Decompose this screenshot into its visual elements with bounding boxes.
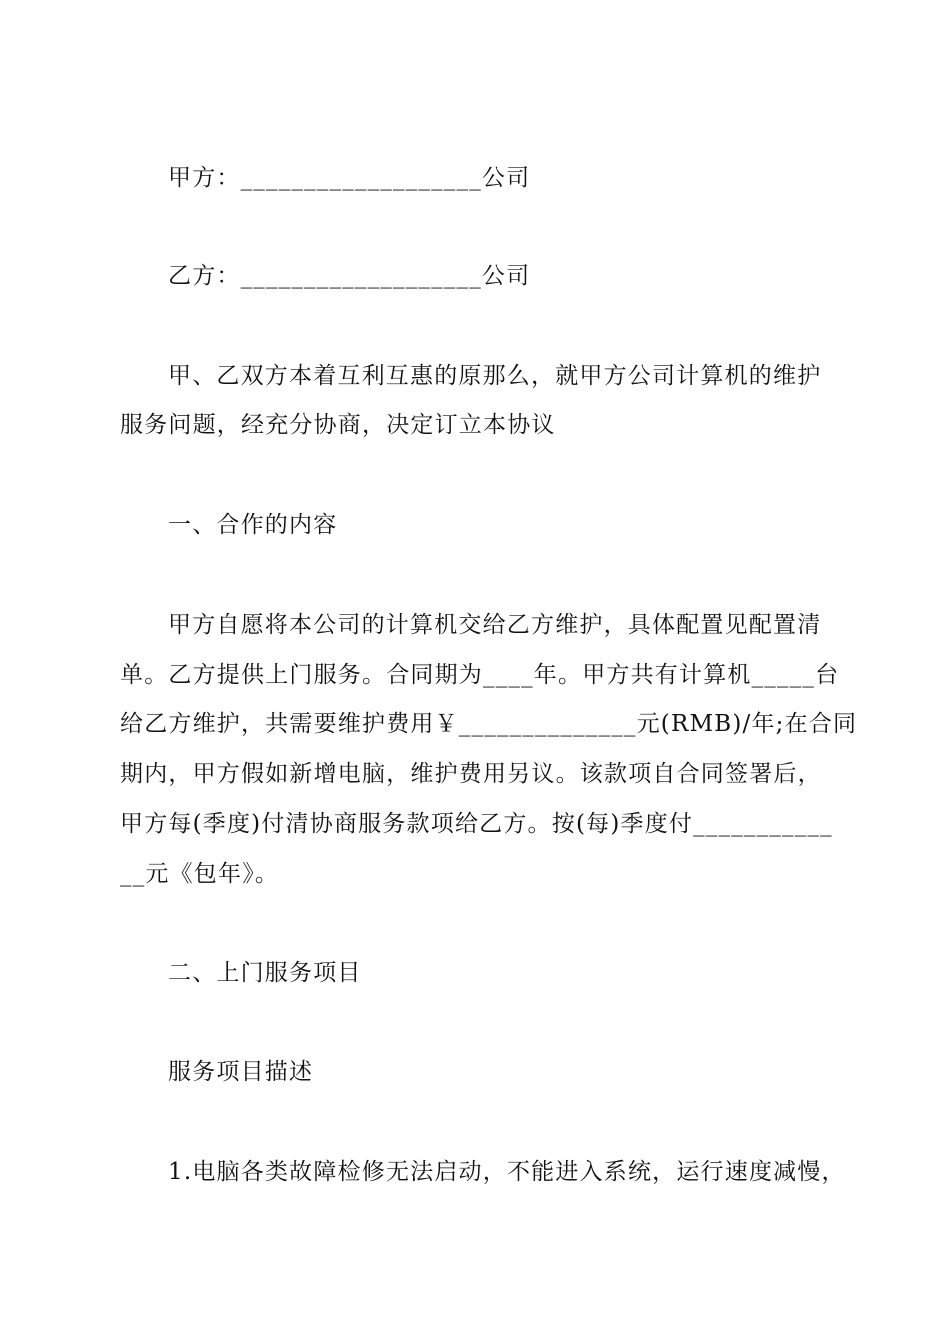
intro-line-2: 服务问题，经充分协商，决定订立本协议 xyxy=(120,412,556,438)
party-b-line: 乙方：___________________公司 xyxy=(168,263,531,289)
section-1-body-line-6: __元《包年》。 xyxy=(120,861,280,887)
section-1-body-line-4: 期内，甲方假如新增电脑，维护费用另议。该款项自合同签署后， xyxy=(120,761,822,787)
section-1-body-line-1: 甲方自愿将本公司的计算机交给乙方维护，具体配置见配置清 xyxy=(168,612,822,638)
section-1-title: 一、合作的内容 xyxy=(168,512,338,538)
service-desc-label: 服务项目描述 xyxy=(168,1059,314,1085)
intro-line-1: 甲、乙双方本着互利互惠的原那么，就甲方公司计算机的维护 xyxy=(168,363,822,389)
party-a-line: 甲方：___________________公司 xyxy=(168,165,531,191)
section-2-title: 二、上门服务项目 xyxy=(168,960,362,986)
section-1-body-line-5: 甲方每(季度)付清协商服务款项给乙方。按(每)季度付___________ xyxy=(120,811,833,837)
service-item-1: 1.电脑各类故障检修无法启动，不能进入系统，运行速度减慢， xyxy=(168,1159,846,1185)
section-1-body-line-3: 给乙方维护，共需要维护费用￥______________元(RMB)/年;在合同 xyxy=(120,711,858,737)
section-1-body-line-2: 单。乙方提供上门服务。合同期为____年。甲方共有计算机_____台 xyxy=(120,662,840,688)
